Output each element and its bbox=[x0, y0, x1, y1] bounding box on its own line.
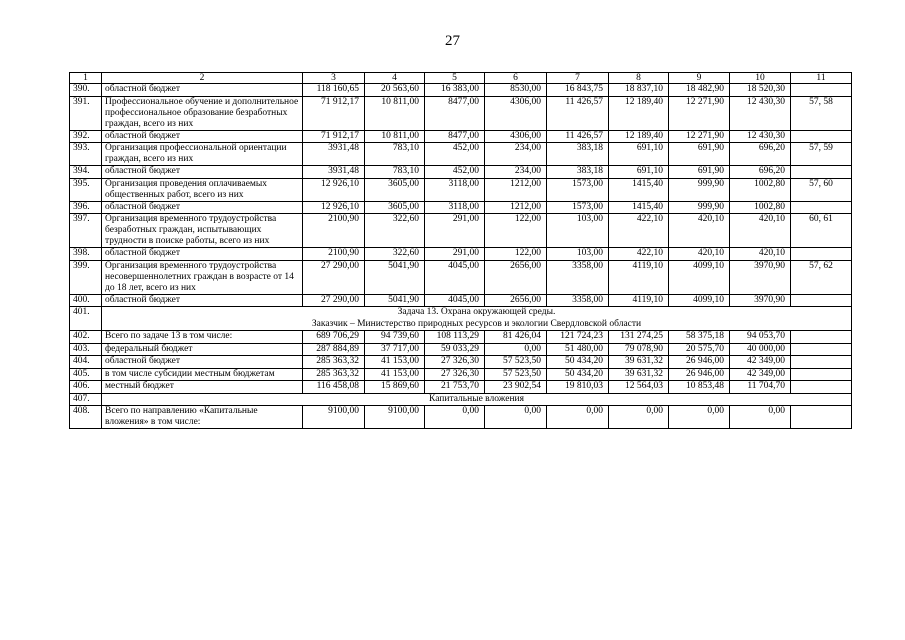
row-value: 3118,00 bbox=[425, 178, 485, 201]
row-value: 783,10 bbox=[365, 143, 425, 166]
row-value: 322,60 bbox=[365, 248, 425, 261]
row-value: 81 426,04 bbox=[485, 331, 547, 344]
row-value: 4099,10 bbox=[669, 294, 730, 307]
row-value: 27 290,00 bbox=[303, 294, 365, 307]
row-value: 422,10 bbox=[609, 214, 669, 248]
row-name: областной бюджет bbox=[102, 356, 303, 369]
row-value: 79 078,90 bbox=[609, 343, 669, 356]
row-value: 5041,90 bbox=[365, 294, 425, 307]
row-value: 51 480,00 bbox=[547, 343, 609, 356]
row-value: 12 189,40 bbox=[609, 130, 669, 143]
row-value: 3931,48 bbox=[303, 166, 365, 179]
row-value: 2100,90 bbox=[303, 214, 365, 248]
row-name: Организация временного трудоустройства несовершеннолетних граждан в возрасте от 14 до 18 лет, всего из них bbox=[102, 260, 303, 294]
row-reference: 60, 61 bbox=[791, 214, 852, 248]
row-number: 397. bbox=[70, 214, 102, 248]
row-name: Всего по направлению «Капитальные вложения» в том числе: bbox=[102, 406, 303, 429]
row-name: областной бюджет bbox=[102, 130, 303, 143]
row-value: 999,90 bbox=[669, 178, 730, 201]
row-value: 18 520,30 bbox=[730, 84, 791, 97]
row-value: 12 926,10 bbox=[303, 178, 365, 201]
column-number: 5 bbox=[425, 73, 485, 84]
row-value: 285 363,32 bbox=[303, 356, 365, 369]
table-row bbox=[70, 130, 852, 143]
row-value: 122,00 bbox=[485, 214, 547, 248]
row-value: 0,00 bbox=[730, 406, 791, 429]
row-number: 400. bbox=[70, 294, 102, 307]
row-reference: 57, 58 bbox=[791, 96, 852, 130]
table-row bbox=[70, 260, 852, 294]
row-value: 3118,00 bbox=[425, 201, 485, 214]
row-value: 999,90 bbox=[669, 201, 730, 214]
row-value: 5041,90 bbox=[365, 260, 425, 294]
row-number: 390. bbox=[70, 84, 102, 97]
row-value: 691,90 bbox=[669, 166, 730, 179]
row-value: 3931,48 bbox=[303, 143, 365, 166]
row-value: 691,10 bbox=[609, 166, 669, 179]
row-number: 406. bbox=[70, 381, 102, 394]
row-number: 392. bbox=[70, 130, 102, 143]
table-row bbox=[70, 143, 852, 166]
row-value: 696,20 bbox=[730, 166, 791, 179]
table-row bbox=[70, 248, 852, 261]
row-value: 58 375,18 bbox=[669, 331, 730, 344]
column-number: 1 bbox=[70, 73, 102, 84]
row-value: 4306,00 bbox=[485, 130, 547, 143]
row-value: 16 383,00 bbox=[425, 84, 485, 97]
table-row bbox=[70, 368, 852, 381]
row-value: 57 523,50 bbox=[485, 356, 547, 369]
row-reference bbox=[791, 343, 852, 356]
row-name: в том числе субсидии местным бюджетам bbox=[102, 368, 303, 381]
column-number: 9 bbox=[669, 73, 730, 84]
row-number: 404. bbox=[70, 356, 102, 369]
row-number: 405. bbox=[70, 368, 102, 381]
row-value: 4045,00 bbox=[425, 260, 485, 294]
column-number: 11 bbox=[791, 73, 852, 84]
table-row bbox=[70, 307, 852, 331]
row-value: 9100,00 bbox=[365, 406, 425, 429]
row-value: 420,10 bbox=[730, 248, 791, 261]
row-reference bbox=[791, 294, 852, 307]
row-name: областной бюджет bbox=[102, 166, 303, 179]
row-value: 420,10 bbox=[669, 248, 730, 261]
row-value: 0,00 bbox=[547, 406, 609, 429]
row-value: 41 153,00 bbox=[365, 368, 425, 381]
row-value: 11 426,57 bbox=[547, 130, 609, 143]
row-number: 391. bbox=[70, 96, 102, 130]
row-name: областной бюджет bbox=[102, 84, 303, 97]
table-row bbox=[70, 84, 852, 97]
row-value: 122,00 bbox=[485, 248, 547, 261]
row-value: 12 271,90 bbox=[669, 130, 730, 143]
row-value: 285 363,32 bbox=[303, 368, 365, 381]
section-subtitle-line: Заказчик – Министерство природных ресурсов и экологии Свердловской области bbox=[311, 318, 642, 329]
column-number: 4 bbox=[365, 73, 425, 84]
row-value: 691,90 bbox=[669, 143, 730, 166]
row-value: 39 631,32 bbox=[609, 368, 669, 381]
row-value: 20 563,60 bbox=[365, 84, 425, 97]
row-value: 9100,00 bbox=[303, 406, 365, 429]
row-value: 42 349,00 bbox=[730, 356, 791, 369]
row-value: 1002,80 bbox=[730, 201, 791, 214]
section-title bbox=[102, 393, 852, 406]
section-title-line: Капитальные вложения bbox=[429, 393, 524, 404]
row-name: Всего по задаче 13 в том числе: bbox=[102, 331, 303, 344]
row-reference: 57, 59 bbox=[791, 143, 852, 166]
row-number: 401. bbox=[70, 307, 102, 331]
table-row bbox=[70, 393, 852, 406]
row-value: 0,00 bbox=[609, 406, 669, 429]
table-row bbox=[70, 178, 852, 201]
row-reference bbox=[791, 248, 852, 261]
row-value: 452,00 bbox=[425, 143, 485, 166]
row-value: 291,00 bbox=[425, 248, 485, 261]
column-number: 8 bbox=[609, 73, 669, 84]
row-reference bbox=[791, 166, 852, 179]
row-value: 11 426,57 bbox=[547, 96, 609, 130]
section-title-line: Задача 13. Охрана окружающей среды. bbox=[397, 307, 556, 317]
table-row bbox=[70, 331, 852, 344]
table-row bbox=[70, 356, 852, 369]
row-value: 19 810,03 bbox=[547, 381, 609, 394]
table-row bbox=[70, 96, 852, 130]
row-name: областной бюджет bbox=[102, 294, 303, 307]
row-value: 118 160,65 bbox=[303, 84, 365, 97]
row-number: 402. bbox=[70, 331, 102, 344]
row-value: 18 482,90 bbox=[669, 84, 730, 97]
row-value: 12 430,30 bbox=[730, 130, 791, 143]
row-value: 27 326,30 bbox=[425, 368, 485, 381]
row-value: 1002,80 bbox=[730, 178, 791, 201]
row-value: 783,10 bbox=[365, 166, 425, 179]
row-value: 1415,40 bbox=[609, 201, 669, 214]
table-row bbox=[70, 166, 852, 179]
row-value: 8477,00 bbox=[425, 130, 485, 143]
table-row bbox=[70, 406, 852, 429]
row-value: 37 717,00 bbox=[365, 343, 425, 356]
row-value: 94 053,70 bbox=[730, 331, 791, 344]
row-value: 12 430,30 bbox=[730, 96, 791, 130]
row-value: 2656,00 bbox=[485, 294, 547, 307]
row-value: 20 575,70 bbox=[669, 343, 730, 356]
row-value: 2656,00 bbox=[485, 260, 547, 294]
row-value: 16 843,75 bbox=[547, 84, 609, 97]
row-value: 50 434,20 bbox=[547, 368, 609, 381]
row-value: 50 434,20 bbox=[547, 356, 609, 369]
row-value: 0,00 bbox=[425, 406, 485, 429]
row-value: 59 033,29 bbox=[425, 343, 485, 356]
row-reference bbox=[791, 201, 852, 214]
row-reference bbox=[791, 84, 852, 97]
row-value: 420,10 bbox=[730, 214, 791, 248]
row-value: 21 753,70 bbox=[425, 381, 485, 394]
row-name: областной бюджет bbox=[102, 201, 303, 214]
row-value: 383,18 bbox=[547, 166, 609, 179]
row-value: 420,10 bbox=[669, 214, 730, 248]
row-value: 4099,10 bbox=[669, 260, 730, 294]
row-reference bbox=[791, 381, 852, 394]
row-name: Организация временного трудоустройства безработных граждан, испытывающих трудности в поиске работы, всего из них bbox=[102, 214, 303, 248]
row-value: 12 271,90 bbox=[669, 96, 730, 130]
row-value: 4045,00 bbox=[425, 294, 485, 307]
row-name: местный бюджет bbox=[102, 381, 303, 394]
row-value: 11 704,70 bbox=[730, 381, 791, 394]
column-number: 3 bbox=[303, 73, 365, 84]
row-value: 3358,00 bbox=[547, 260, 609, 294]
row-number: 398. bbox=[70, 248, 102, 261]
row-value: 2100,90 bbox=[303, 248, 365, 261]
row-reference bbox=[791, 406, 852, 429]
row-value: 57 523,50 bbox=[485, 368, 547, 381]
row-number: 408. bbox=[70, 406, 102, 429]
row-value: 103,00 bbox=[547, 214, 609, 248]
row-value: 0,00 bbox=[669, 406, 730, 429]
row-number: 399. bbox=[70, 260, 102, 294]
row-value: 116 458,08 bbox=[303, 381, 365, 394]
row-value: 1212,00 bbox=[485, 178, 547, 201]
row-value: 322,60 bbox=[365, 214, 425, 248]
row-value: 0,00 bbox=[485, 343, 547, 356]
row-value: 42 349,00 bbox=[730, 368, 791, 381]
row-value: 12 189,40 bbox=[609, 96, 669, 130]
row-name: Организация проведения оплачиваемых общественных работ, всего из них bbox=[102, 178, 303, 201]
row-value: 1415,40 bbox=[609, 178, 669, 201]
table-body bbox=[70, 73, 852, 429]
row-value: 40 000,00 bbox=[730, 343, 791, 356]
row-value: 1573,00 bbox=[547, 178, 609, 201]
row-value: 71 912,17 bbox=[303, 96, 365, 130]
row-value: 10 811,00 bbox=[365, 96, 425, 130]
row-reference bbox=[791, 331, 852, 344]
row-value: 696,20 bbox=[730, 143, 791, 166]
row-value: 234,00 bbox=[485, 166, 547, 179]
row-name: Организация профессиональной ориентации граждан, всего из них bbox=[102, 143, 303, 166]
row-value: 10 853,48 bbox=[669, 381, 730, 394]
row-name: Профессиональное обучение и дополнительное профессиональное образование безработных граждан, всего из них bbox=[102, 96, 303, 130]
row-value: 12 564,03 bbox=[609, 381, 669, 394]
row-value: 0,00 bbox=[485, 406, 547, 429]
row-value: 689 706,29 bbox=[303, 331, 365, 344]
row-value: 41 153,00 bbox=[365, 356, 425, 369]
page-number: 27 bbox=[445, 33, 460, 49]
row-value: 23 902,54 bbox=[485, 381, 547, 394]
row-number: 396. bbox=[70, 201, 102, 214]
table-row bbox=[70, 343, 852, 356]
row-value: 1573,00 bbox=[547, 201, 609, 214]
column-number: 7 bbox=[547, 73, 609, 84]
row-value: 39 631,32 bbox=[609, 356, 669, 369]
row-value: 27 290,00 bbox=[303, 260, 365, 294]
row-value: 3970,90 bbox=[730, 294, 791, 307]
row-number: 395. bbox=[70, 178, 102, 201]
row-value: 103,00 bbox=[547, 248, 609, 261]
row-value: 287 884,89 bbox=[303, 343, 365, 356]
row-reference: 57, 60 bbox=[791, 178, 852, 201]
column-number: 6 bbox=[485, 73, 547, 84]
row-value: 71 912,17 bbox=[303, 130, 365, 143]
row-number: 403. bbox=[70, 343, 102, 356]
row-reference: 57, 62 bbox=[791, 260, 852, 294]
budget-table bbox=[69, 72, 852, 429]
row-name: федеральный бюджет bbox=[102, 343, 303, 356]
row-reference bbox=[791, 356, 852, 369]
row-value: 26 946,00 bbox=[669, 368, 730, 381]
row-value: 1212,00 bbox=[485, 201, 547, 214]
row-value: 94 739,60 bbox=[365, 331, 425, 344]
row-value: 26 946,00 bbox=[669, 356, 730, 369]
row-value: 108 113,29 bbox=[425, 331, 485, 344]
row-value: 8477,00 bbox=[425, 96, 485, 130]
row-value: 18 837,10 bbox=[609, 84, 669, 97]
row-value: 452,00 bbox=[425, 166, 485, 179]
row-value: 3358,00 bbox=[547, 294, 609, 307]
row-value: 291,00 bbox=[425, 214, 485, 248]
row-number: 393. bbox=[70, 143, 102, 166]
row-number: 394. bbox=[70, 166, 102, 179]
row-value: 691,10 bbox=[609, 143, 669, 166]
row-value: 131 274,25 bbox=[609, 331, 669, 344]
row-value: 8530,00 bbox=[485, 84, 547, 97]
column-number: 2 bbox=[102, 73, 303, 84]
column-number: 10 bbox=[730, 73, 791, 84]
row-value: 12 926,10 bbox=[303, 201, 365, 214]
table-row bbox=[70, 201, 852, 214]
row-value: 15 869,60 bbox=[365, 381, 425, 394]
row-value: 3605,00 bbox=[365, 178, 425, 201]
row-value: 27 326,30 bbox=[425, 356, 485, 369]
row-reference bbox=[791, 130, 852, 143]
column-number-row bbox=[70, 73, 852, 84]
row-value: 3970,90 bbox=[730, 260, 791, 294]
row-value: 4119,10 bbox=[609, 294, 669, 307]
row-value: 3605,00 bbox=[365, 201, 425, 214]
row-value: 10 811,00 bbox=[365, 130, 425, 143]
row-value: 383,18 bbox=[547, 143, 609, 166]
row-name: областной бюджет bbox=[102, 248, 303, 261]
row-value: 4119,10 bbox=[609, 260, 669, 294]
row-reference bbox=[791, 368, 852, 381]
row-value: 4306,00 bbox=[485, 96, 547, 130]
table-row bbox=[70, 294, 852, 307]
table-row bbox=[70, 214, 852, 248]
row-value: 234,00 bbox=[485, 143, 547, 166]
row-number: 407. bbox=[70, 393, 102, 406]
table-row bbox=[70, 381, 852, 394]
row-value: 422,10 bbox=[609, 248, 669, 261]
row-value: 121 724,23 bbox=[547, 331, 609, 344]
section-title bbox=[102, 307, 852, 331]
